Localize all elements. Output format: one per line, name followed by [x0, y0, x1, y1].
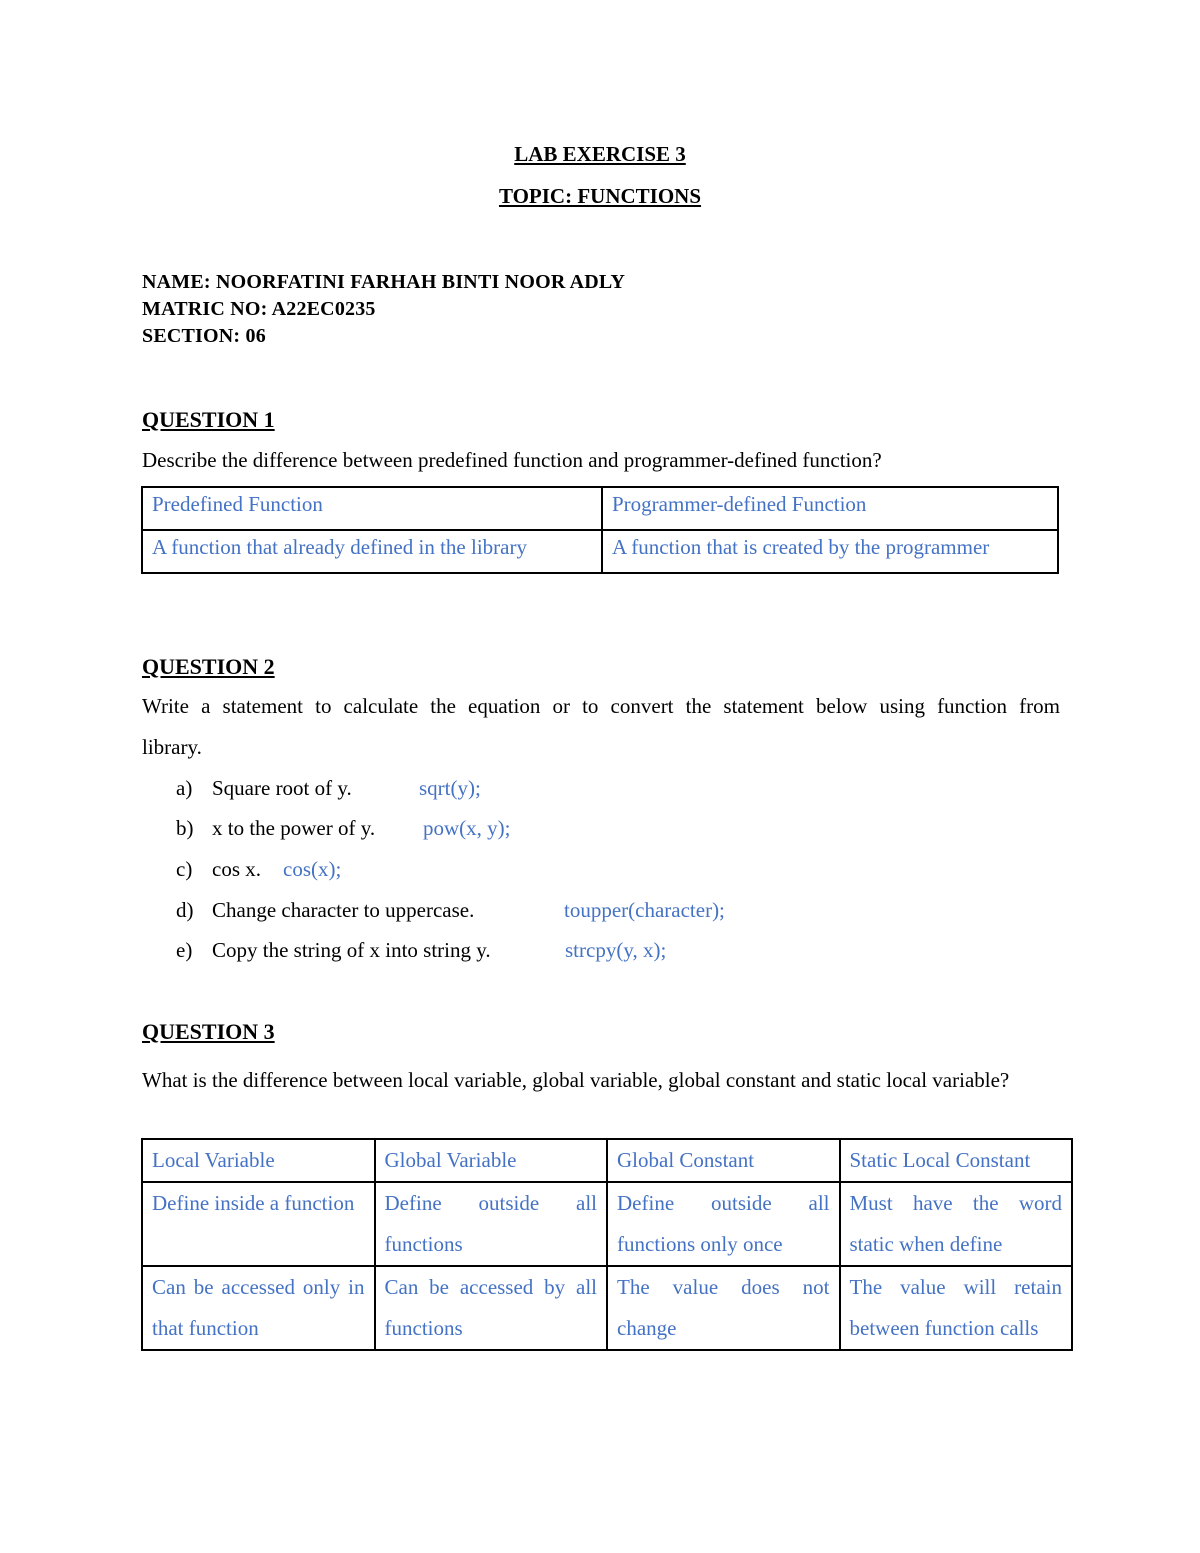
question-1-text: Describe the difference between predefined function and programmer-defined function?	[142, 448, 882, 472]
list-item	[176, 857, 342, 882]
table-cell: The value will retain between function calls	[840, 1266, 1073, 1350]
list-item-answer: strcpy(y, x);	[565, 938, 667, 962]
table-cell: Define outside all functions only once	[607, 1182, 840, 1266]
table-row	[142, 1182, 1072, 1266]
table-cell: Must have the word static when define	[840, 1182, 1073, 1266]
table-header-row	[142, 487, 1058, 530]
list-item-text: Change character to uppercase.	[212, 898, 475, 922]
question-2-text-line1: Write a statement to calculate the equation or to convert the statement below using function from	[142, 694, 1060, 718]
table-header-cell: Local Variable	[142, 1139, 375, 1182]
table-cell: Can be accessed by all functions	[375, 1266, 608, 1350]
table-cell: The value does not change	[607, 1266, 840, 1350]
list-item-label: e)	[176, 938, 193, 962]
question-3-text: What is the difference between local variable, global variable, global constant and static local variable?	[142, 1068, 1010, 1092]
list-item-answer: cos(x);	[283, 857, 342, 881]
list-item-answer: toupper(character);	[564, 898, 725, 922]
list-item-label: a)	[176, 776, 193, 800]
list-item-text: Copy the string of x into string y.	[212, 938, 491, 962]
list-item	[176, 898, 725, 923]
table-header-cell: Global Variable	[375, 1139, 608, 1182]
question-3-heading: QUESTION 3	[142, 1019, 275, 1044]
list-item	[176, 938, 667, 963]
list-item-text: x to the power of y.	[212, 816, 376, 840]
table-cell: Define inside a function	[142, 1182, 375, 1266]
list-item-label: d)	[176, 898, 194, 922]
table-cell: Define outside all functions	[375, 1182, 608, 1266]
question-1-heading: QUESTION 1	[142, 407, 275, 432]
question-2-heading: QUESTION 2	[142, 654, 275, 679]
matric-number: MATRIC NO: A22EC0235	[142, 298, 376, 320]
list-item-answer: sqrt(y);	[419, 776, 481, 800]
list-item-label: b)	[176, 816, 194, 840]
list-item-answer: pow(x, y);	[423, 816, 511, 840]
list-item-label: c)	[176, 857, 193, 881]
table-header-cell: Predefined Function	[142, 487, 602, 530]
list-item-text: Square root of y.	[212, 776, 352, 800]
table-cell: A function that is created by the programmer	[602, 530, 1058, 573]
student-name: NAME: NOORFATINI FARHAH BINTI NOOR ADLY	[142, 271, 626, 293]
question-2-text-line2: library.	[142, 735, 202, 759]
list-item	[176, 816, 511, 841]
table-header-cell: Static Local Constant	[840, 1139, 1073, 1182]
section-number: SECTION: 06	[142, 325, 266, 347]
question-1-table	[141, 486, 1059, 574]
table-row	[142, 1266, 1072, 1350]
list-item	[176, 776, 481, 801]
table-header-cell: Global Constant	[607, 1139, 840, 1182]
table-cell: Can be accessed only in that function	[142, 1266, 375, 1350]
topic-title: TOPIC: FUNCTIONS	[498, 184, 702, 208]
table-header-cell: Programmer-defined Function	[602, 487, 1058, 530]
page-title: LAB EXERCISE 3	[514, 142, 686, 166]
list-item-text: cos x.	[212, 857, 261, 881]
table-header-row	[142, 1139, 1072, 1182]
table-row	[142, 530, 1058, 573]
question-3-table	[141, 1138, 1073, 1351]
table-cell: A function that already defined in the library	[142, 530, 602, 573]
